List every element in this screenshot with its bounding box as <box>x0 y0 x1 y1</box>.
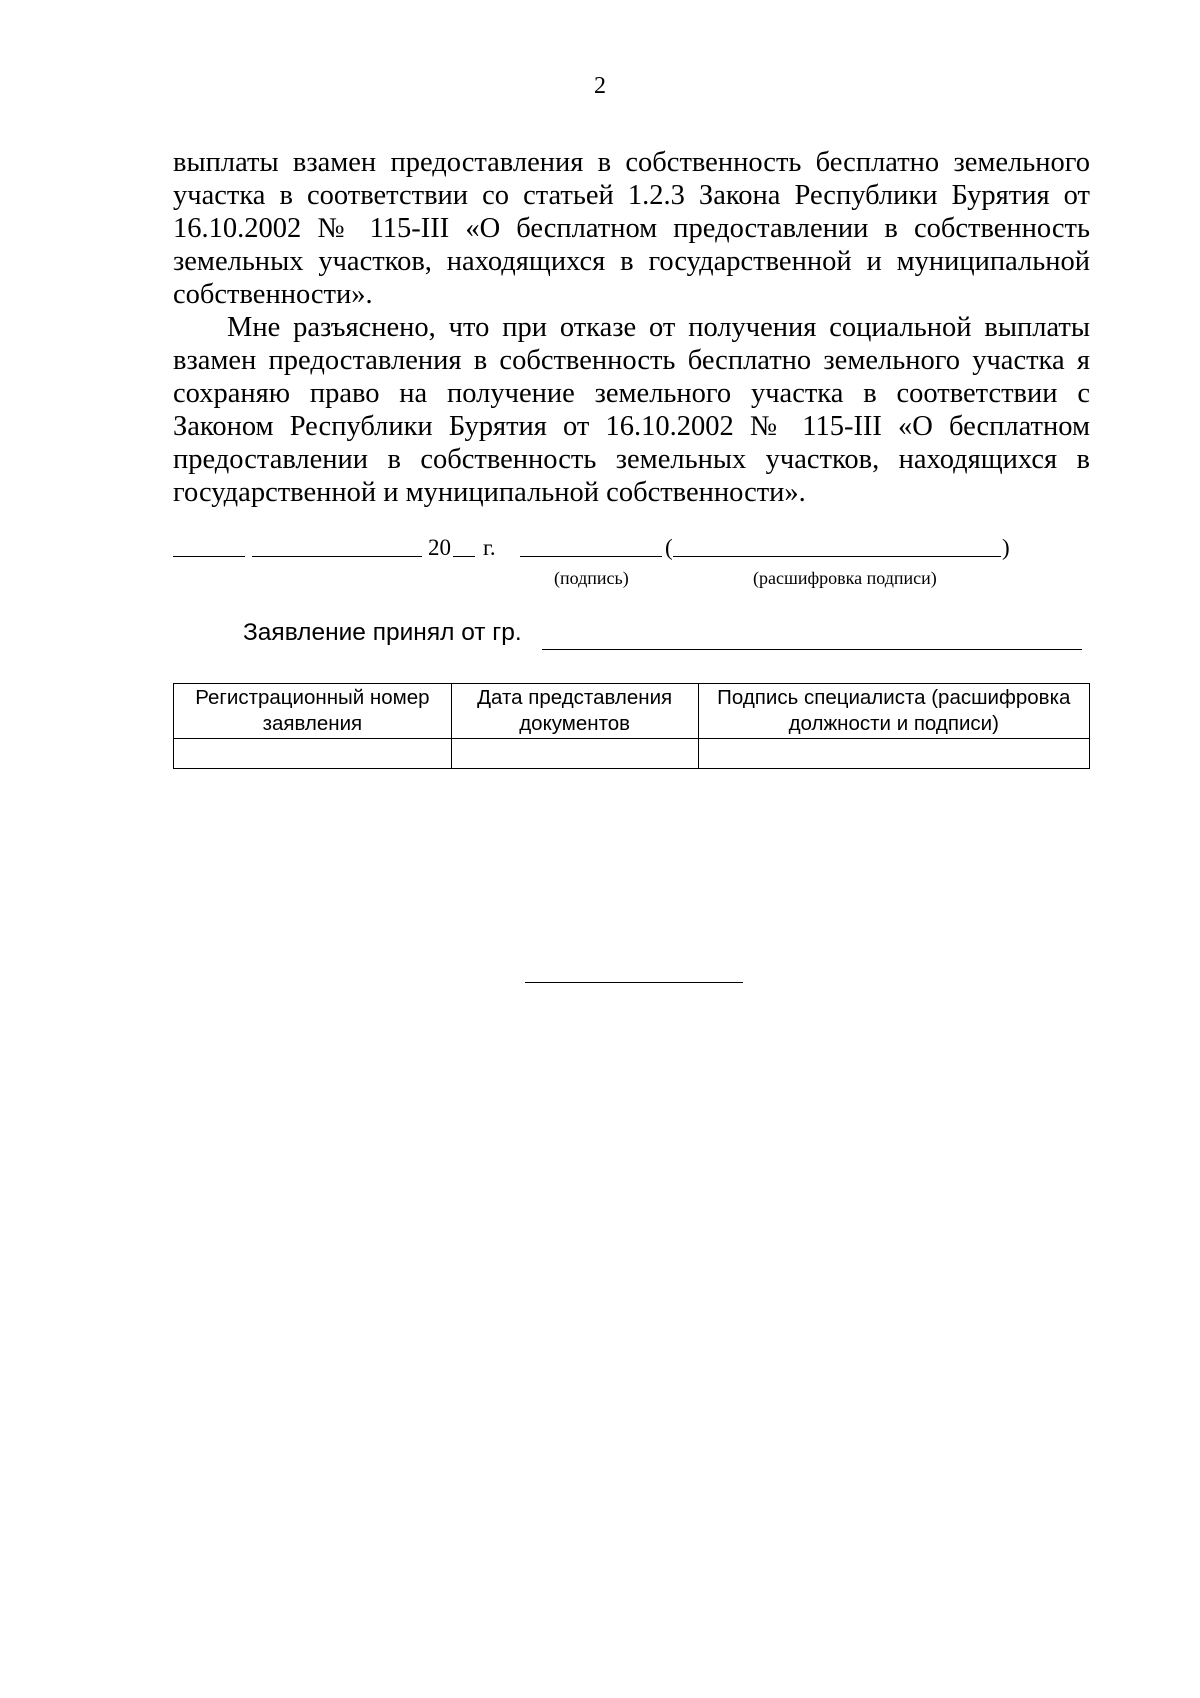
open-paren: ( <box>665 535 673 560</box>
cell-specialist-signature[interactable] <box>698 739 1089 769</box>
month-blank-line[interactable] <box>252 556 422 557</box>
signature-blank-line[interactable] <box>520 556 662 557</box>
paragraph-continuation: выплаты взамен предоставления в собственность бесплатно земельного участка в соответствии со статьей 1.2.3 Закона Республики Бурятия от 16.10.2002 № 115-III «О бесплатном предоставлении в собственность земельных участков, находящихся в государственной и муниципальной собственности». <box>173 147 1090 310</box>
registration-table <box>173 683 1090 769</box>
table-row <box>174 739 1090 769</box>
accepted-from-blank-line[interactable] <box>542 649 1082 650</box>
paragraph-explanation: Мне разъяснено, что при отказе от получения социальной выплаты взамен предоставления в собственность бесплатно земельного участка я сохраняю право на получение земельного участка в соответствии с Законом Республики Бурятия от 16.10.2002 № 115-III «О бесплатном предоставлении в собственность земельных участков, находящихся в государственной и муниципальной собственности». <box>173 312 1090 508</box>
cell-registration-number[interactable] <box>174 739 452 769</box>
year-blank-line[interactable] <box>453 556 475 557</box>
year-prefix: 20 <box>428 535 451 560</box>
signature-block <box>173 535 1073 595</box>
document-body <box>173 146 1090 509</box>
cell-submission-date[interactable] <box>451 739 698 769</box>
signature-caption: (подпись) <box>554 568 629 588</box>
accepted-from-label: Заявление принял от гр. <box>243 619 522 646</box>
day-blank-line[interactable] <box>173 556 245 557</box>
table-header-row <box>174 684 1090 739</box>
year-suffix: г. <box>483 535 496 560</box>
close-paren: ) <box>1002 535 1010 560</box>
end-of-document-line <box>525 982 743 983</box>
page-number: 2 <box>594 73 606 99</box>
signature-decoding-blank-line[interactable] <box>673 556 1001 557</box>
header-specialist-signature: Подпись специалиста (расшифровка должности и подписи) <box>698 684 1089 739</box>
header-registration-number: Регистрационный номер заявления <box>174 684 452 739</box>
header-submission-date: Дата представления документов <box>451 684 698 739</box>
decoding-caption: (расшифровка подписи) <box>753 568 937 588</box>
